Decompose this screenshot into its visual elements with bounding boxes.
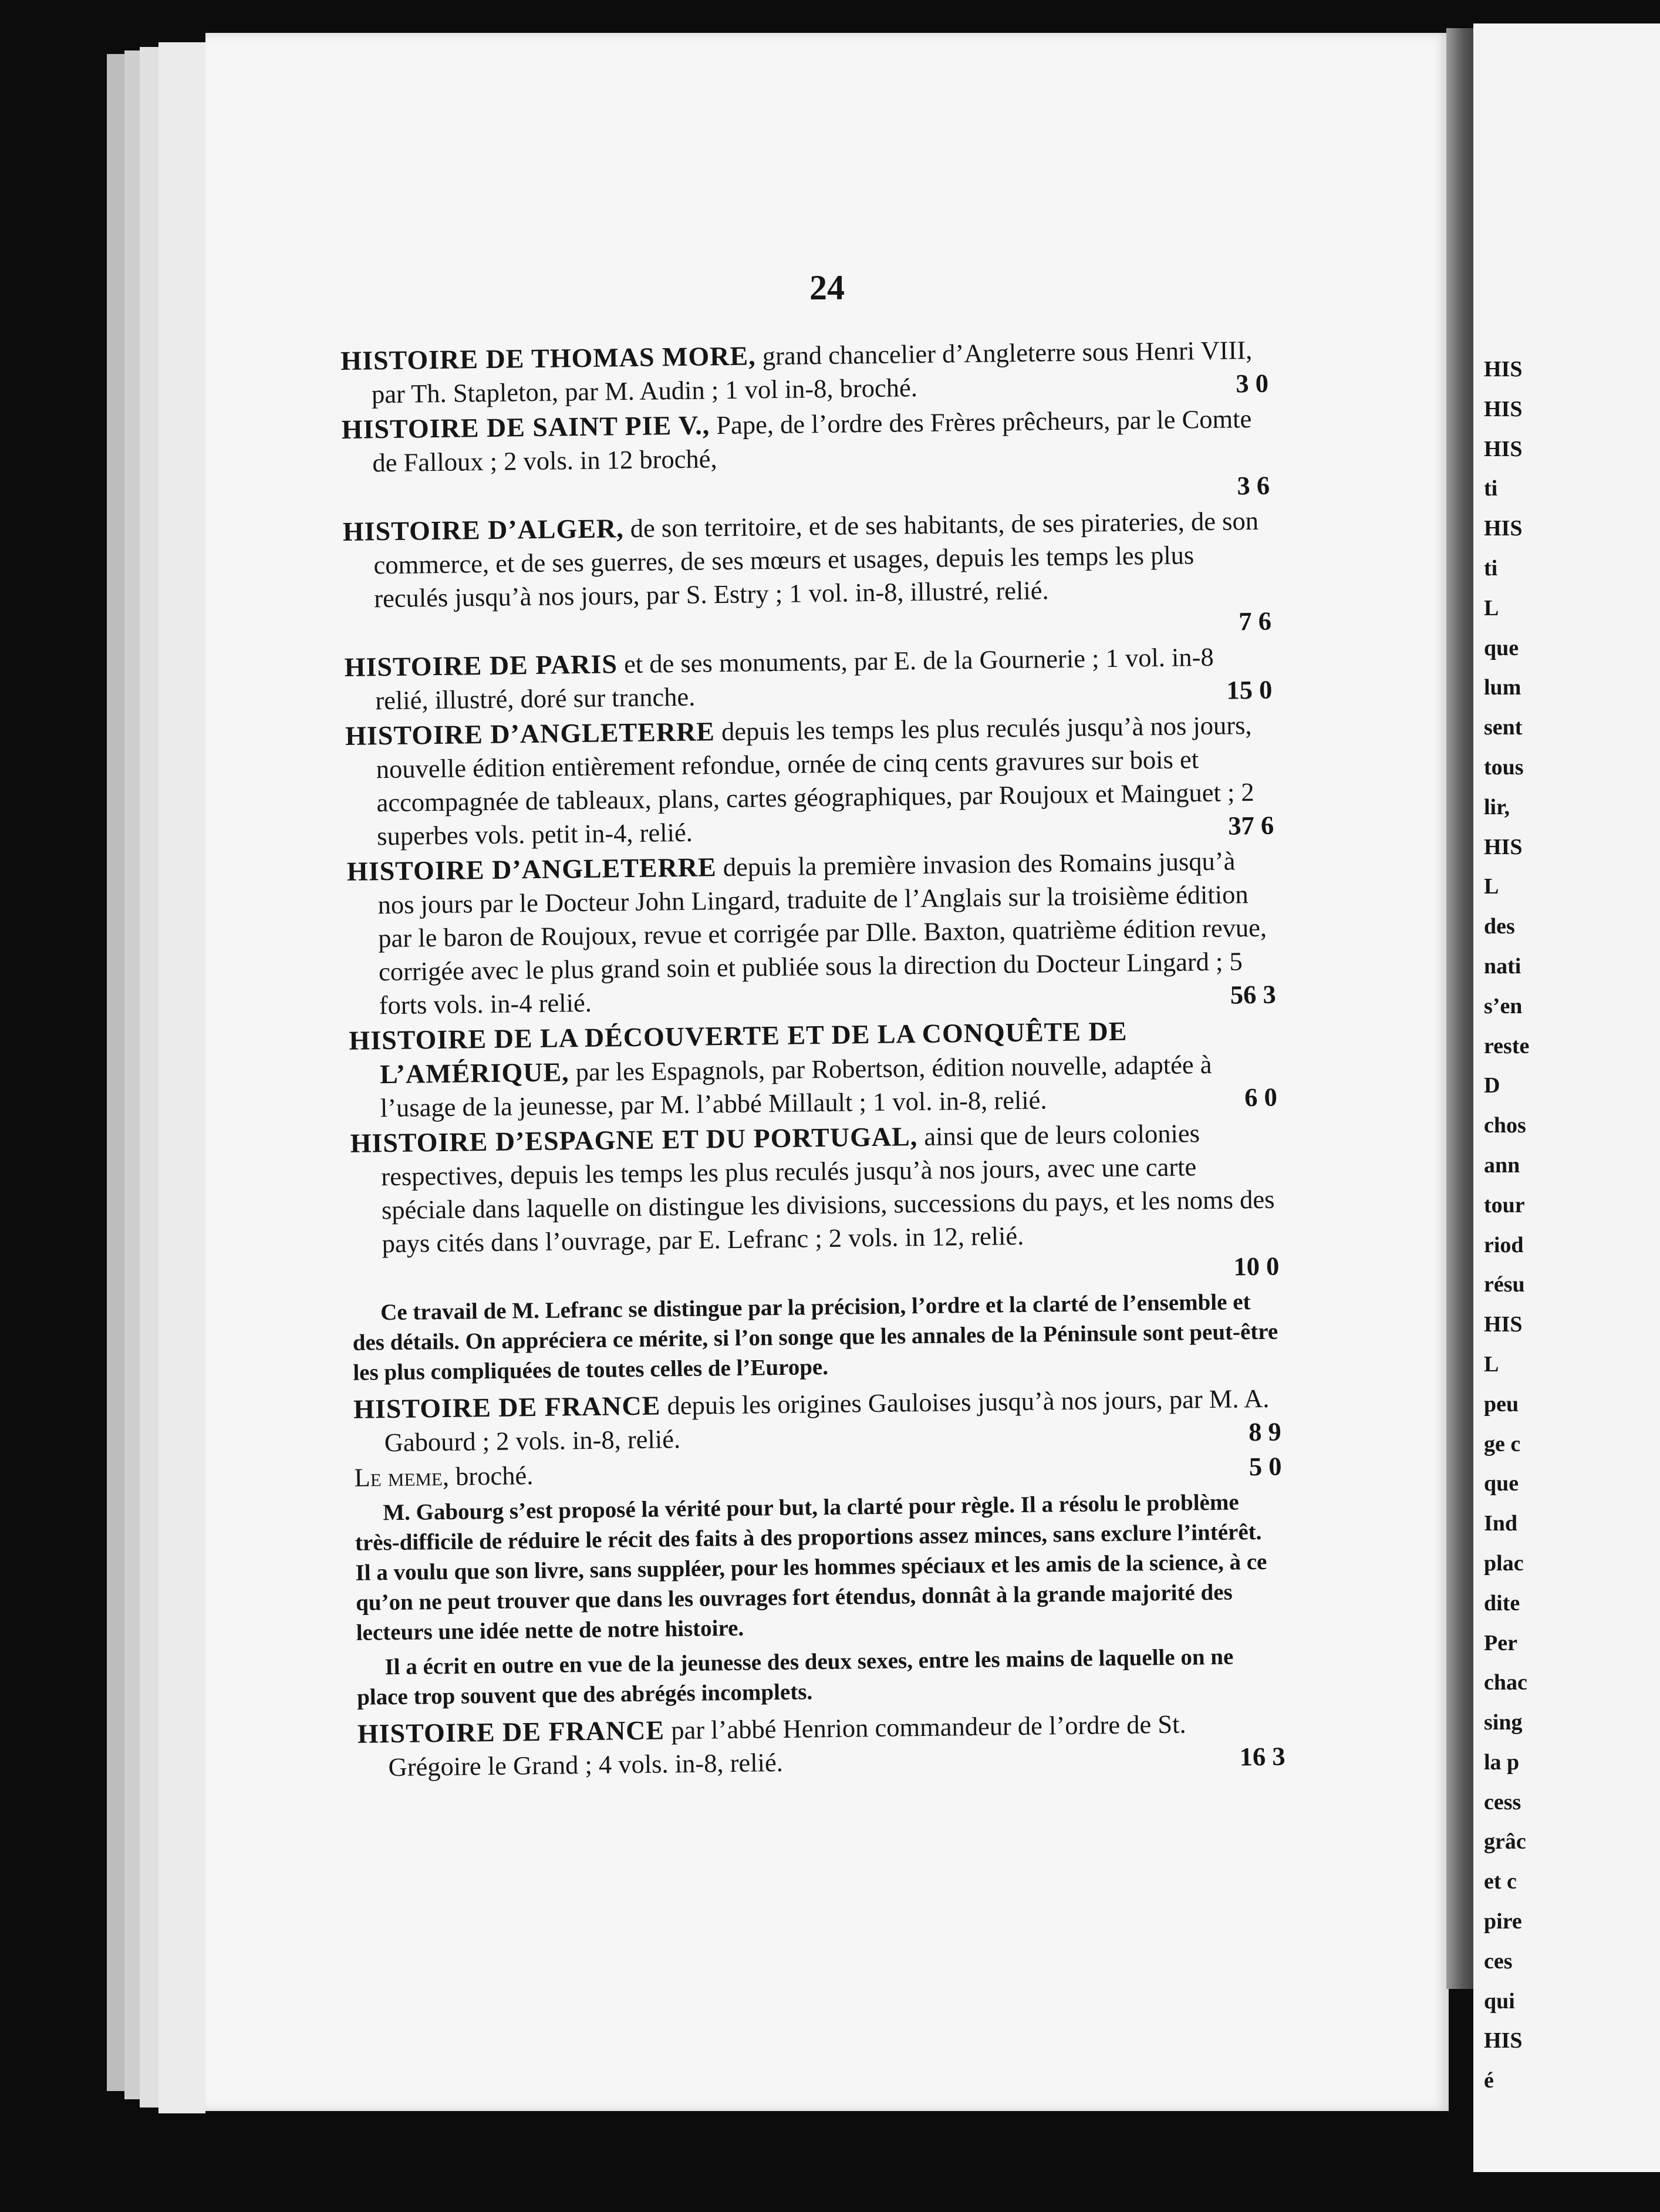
entry-title: HISTOIRE D’ESPAGNE ET DU PORTUGAL,: [350, 1121, 918, 1158]
entry-price: 6 0: [1244, 1082, 1278, 1112]
facing-page-line: reste: [1484, 1033, 1530, 1058]
entry-description: depuis la première invasion des Romains jusqu’à nos jours par le Docteur John Lingard, traduite de l’Anglais sur la troisième édition par le baron de Roujoux, revue et corrigée par Dlle. Baxton, quatrième édition revue, corrigée avec le plus grand soin et publiée sous la direction du Docteur Lingard ; 5 forts vols. in-4 relié.: [377, 846, 1267, 1020]
facing-page-line: L: [1484, 595, 1499, 621]
entry-title: HISTOIRE DE FRANCE: [357, 1715, 665, 1749]
entry-price: 16 3: [1239, 1741, 1286, 1772]
catalog-entry: [340, 333, 1268, 412]
catalog-entry: [341, 402, 1270, 514]
entry-description: et de ses monuments, par E. de la Gournerie ; 1 vol. in-8 relié, illustré, doré sur tranche.: [375, 642, 1214, 716]
facing-page-line: nati: [1484, 953, 1521, 979]
facing-page-line: résu: [1484, 1272, 1525, 1297]
page-edge: [158, 42, 205, 2113]
facing-page-line: HIS: [1484, 396, 1523, 422]
entry-title: HISTOIRE D’ANGLETERRE: [345, 716, 716, 751]
entry-price: 3 0: [1236, 368, 1269, 399]
catalog-entry: [357, 1706, 1286, 1785]
facing-page-line: dite: [1484, 1590, 1520, 1616]
facing-page-line: ge c: [1484, 1431, 1521, 1456]
facing-page-line: sent: [1484, 715, 1523, 740]
facing-page-line: tour: [1484, 1192, 1525, 1218]
facing-page-line: grâc: [1484, 1829, 1526, 1854]
facing-page-line: tous: [1484, 754, 1524, 780]
facing-page-line: HIS: [1484, 834, 1523, 859]
facing-page-line: pire: [1484, 1909, 1522, 1934]
entry-description: par l’abbé Henrion commandeur de l’ordre de St. Grégoire le Grand ; 4 vols. in-8, relié.: [388, 1709, 1186, 1782]
facing-page-text: [1484, 350, 1529, 2101]
entry-description: , broché.: [442, 1461, 534, 1492]
entry-price: 15 0: [1226, 675, 1273, 705]
editorial-note: Il a écrit en outre en vue de la jeunesse des deux sexes, entre les mains de laquelle on ne place trop souvent que des abrégés incomplets.: [356, 1644, 1234, 1710]
facing-page-line: lir,: [1484, 794, 1510, 820]
facing-page-line: que: [1484, 1471, 1519, 1496]
catalog-entry: [345, 708, 1274, 854]
catalog-entry: [343, 504, 1272, 649]
entry-price: 37 6: [1227, 810, 1274, 841]
entry-description: Pape, de l’ordre des Frères prêcheurs, par le Comte de Falloux ; 2 vols. in 12 broché,: [372, 404, 1252, 478]
facing-page-line: chac: [1484, 1670, 1527, 1695]
facing-page-line: peu: [1484, 1391, 1519, 1417]
facing-page-line: chos: [1484, 1113, 1526, 1138]
facing-page-line: HIS: [1484, 436, 1523, 461]
facing-page-line: Per: [1484, 1630, 1517, 1655]
facing-page-line: HIS: [1484, 2028, 1523, 2053]
catalog-entry: [353, 1381, 1281, 1460]
facing-page-line: sing: [1484, 1710, 1523, 1735]
facing-page-line: lum: [1484, 675, 1521, 700]
catalog-content: [340, 333, 1286, 1786]
book-page: [205, 33, 1449, 2111]
facing-page-line: ann: [1484, 1152, 1520, 1178]
facing-page-line: que: [1484, 635, 1519, 660]
book-gutter: [1446, 28, 1473, 1989]
facing-page-line: qui: [1484, 1988, 1515, 2014]
facing-page-line: é: [1484, 2068, 1494, 2093]
page-number: 24: [809, 268, 845, 307]
catalog-entry: [347, 844, 1276, 1023]
facing-page-line: ces: [1484, 1948, 1513, 1974]
facing-page-line: cess: [1484, 1789, 1521, 1815]
entry-description: depuis les origines Gauloises jusqu’à nos jours, par M. A. Gabourd ; 2 vols. in-8, relié.: [384, 1383, 1270, 1458]
entry-title: HISTOIRE DE LA DÉCOUVERTE ET DE LA CONQUÊTE DE L’AMÉRIQUE,: [349, 1016, 1128, 1090]
entry-description: ainsi que de leurs colonies respectives, depuis les temps les plus reculés jusqu’à nos jours, avec une carte spéciale dans laquelle on distingue les divisions, successions du pays, et les noms des pays cités dans l’ouvrage, par E. Lefranc ; 2 vols. in 12, relié.: [381, 1118, 1275, 1259]
entry-title: HISTOIRE DE PARIS: [344, 649, 618, 682]
facing-page-line: riod: [1484, 1232, 1524, 1257]
entry-price: 10 0: [1233, 1251, 1280, 1282]
facing-page-line: la p: [1484, 1749, 1520, 1775]
page-edge: [140, 47, 158, 2108]
entry-title: HISTOIRE DE SAINT PIE V.,: [341, 410, 710, 444]
entry-price: 7 6: [1238, 606, 1272, 636]
page-edge: [124, 50, 140, 2099]
facing-page-line: D: [1484, 1073, 1500, 1098]
facing-page-line: HIS: [1484, 357, 1523, 382]
facing-page-line: HIS: [1484, 516, 1523, 541]
facing-page-line: HIS: [1484, 1312, 1523, 1337]
facing-page-line: ti: [1484, 476, 1498, 501]
facing-page-line: s’en: [1484, 993, 1523, 1019]
entry-title: Le meme: [354, 1462, 443, 1492]
entry-description: par les Espagnols, par Robertson, édition nouvelle, adaptée à l’usage de la jeunesse, par M. l’abbé Millault ; 1 vol. in-8, relié.: [380, 1049, 1212, 1123]
entry-description: grand chancelier d’Angleterre sous Henri VIII, par Th. Stapleton, par M. Audin ; 1 vol in-8, broché.: [371, 335, 1253, 409]
editorial-note: M. Gabourg s’est proposé la vérité pour but, la clarté pour règle. Il a résolu le problème très-difficile de réduire le récit des faits à des proportions assez minces, sans exclure l’intérêt. Il a voulu que son livre, sans suppléer, pour les hommes spéciaux et les amis de la science, à ce qu’on ne peut trouver que dans les ouvrages fort étendus, donnât à la grande majorité des lecteurs une idée nette de notre histoire.: [355, 1489, 1267, 1645]
entry-price: 56 3: [1230, 979, 1276, 1010]
facing-page: [1473, 23, 1660, 2172]
facing-page-line: L: [1484, 874, 1499, 899]
editorial-note: Ce travail de M. Lefranc se distingue par la précision, l’ordre et la clarté de l’ensemble et des détails. On appréciera ce mérite, si l’on songe que les annales de la Péninsule sont peut-être les plus compliquées de toutes celles de l’Europe.: [352, 1289, 1278, 1385]
facing-page-line: et c: [1484, 1869, 1517, 1894]
entry-price: 8 9: [1248, 1417, 1282, 1447]
entry-title: HISTOIRE DE FRANCE: [353, 1390, 661, 1424]
catalog-entry: [350, 1115, 1279, 1294]
entry-description: depuis les temps les plus reculés jusqu’à nos jours, nouvelle édition entièrement refondue, ornée de cinq cents gravures sur bois et accompagnée de tableaux, plans, cartes géographiques, par Roujoux et Mainguet ; 2 superbes vols. petit in-4, relié.: [376, 710, 1254, 851]
entry-price: 5 0: [1249, 1451, 1282, 1482]
catalog-entry: [344, 639, 1272, 718]
entry-title: HISTOIRE D’ANGLETERRE: [346, 852, 717, 886]
facing-page-line: Ind: [1484, 1511, 1518, 1536]
entry-price: 3 6: [1237, 470, 1270, 501]
facing-page-line: ti: [1484, 555, 1498, 581]
facing-page-line: des: [1484, 914, 1515, 939]
entry-title: HISTOIRE DE THOMAS MORE,: [340, 340, 756, 376]
entry-description: de son territoire, et de ses habitants, de ses pirateries, de son commerce, et de ses guerres, de ses mœurs et usages, depuis les temps les plus reculés jusqu’à nos jours, par S. Estry ; 1 vol. in-8, illustré, relié.: [373, 505, 1259, 613]
facing-page-line: L: [1484, 1351, 1499, 1377]
page-edge: [107, 54, 124, 2091]
catalog-entry: [349, 1013, 1277, 1125]
entry-title: HISTOIRE D’ALGER,: [342, 513, 625, 547]
facing-page-line: plac: [1484, 1550, 1524, 1576]
